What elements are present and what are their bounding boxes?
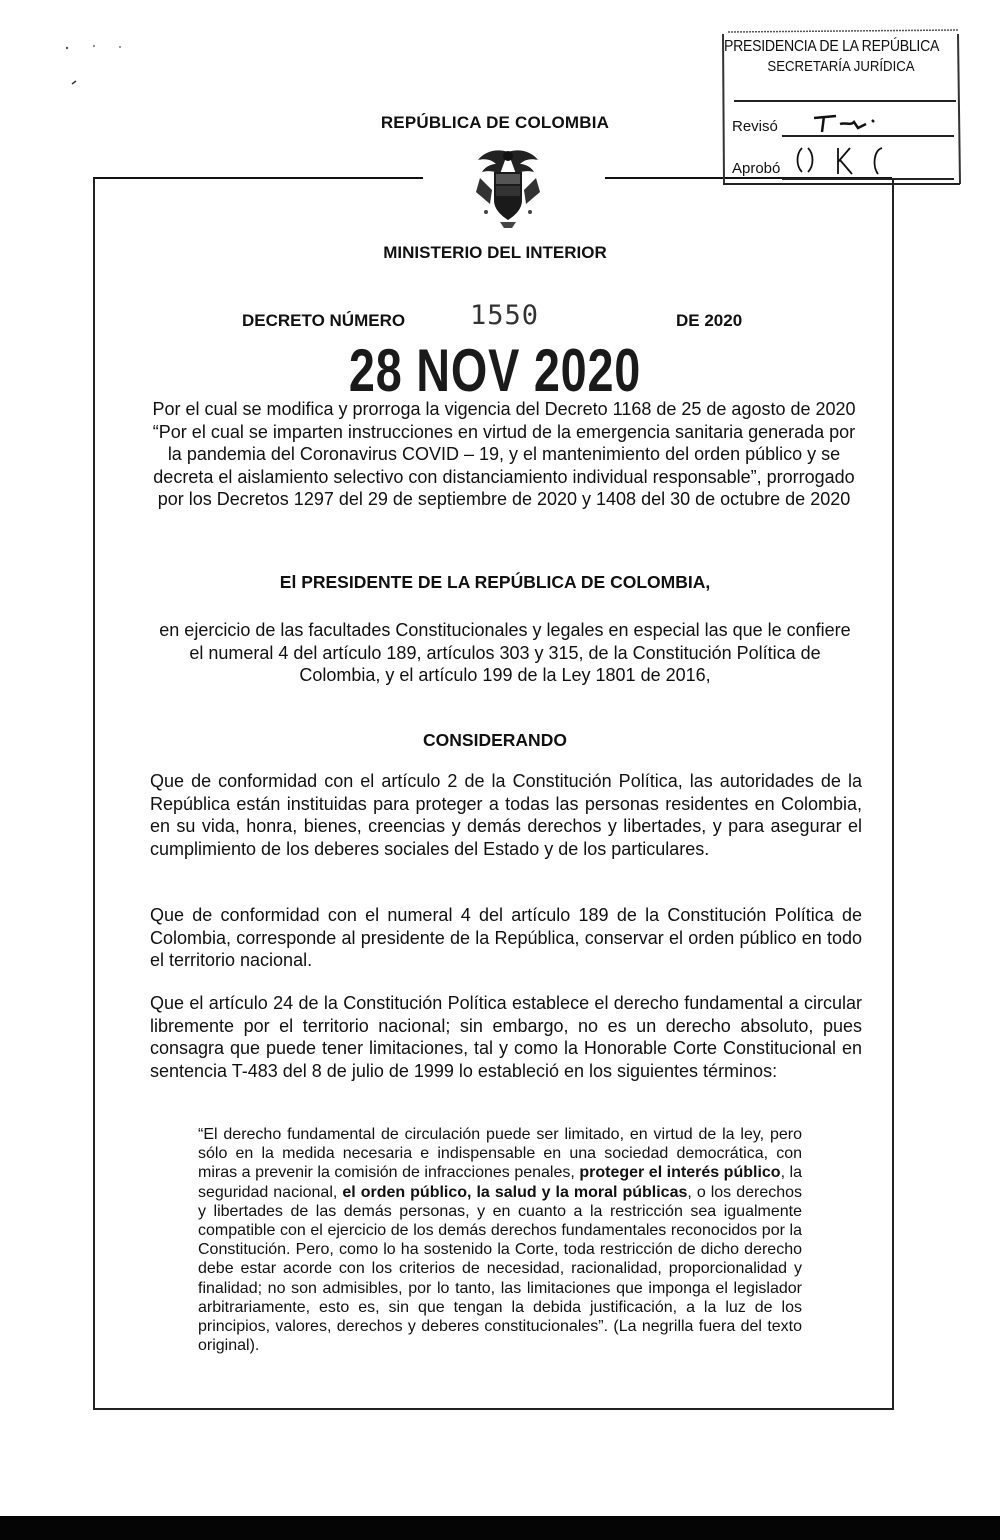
approval-stamp	[720, 28, 962, 188]
stamp-subtitle: SECRETARÍA JURÍDICA	[767, 58, 915, 75]
decree-number-label: DECRETO NÚMERO	[242, 311, 406, 330]
scan-bottom-edge	[0, 1516, 1000, 1540]
reviewer-initials-signature	[810, 112, 890, 136]
approver-initials-signature	[794, 140, 904, 180]
country-heading: REPÚBLICA DE COLOMBIA	[380, 113, 610, 132]
decree-year: DE 2020	[676, 311, 743, 330]
stamp-title: PRESIDENCIA DE LA REPÚBLICA	[724, 38, 940, 55]
reviewed-label: Revisó	[732, 118, 778, 135]
stamp-rule	[734, 100, 956, 102]
considering-paragraph: Que de conformidad con el numeral 4 del artículo 189 de la Constitución Política de Colombia, corresponde al presidente de la República, conservar el orden público en todo el territorio nacional.	[150, 905, 862, 970]
quote-text: , la seguridad nacional,	[198, 1164, 802, 1201]
president-heading: El PRESIDENTE DE LA REPÚBLICA DE COLOMBIA,	[279, 572, 711, 592]
quote-text: , o los derechos y libertades de las demás personas, y en cuanto a la restricción sea igualmente compatible con el ejercicio de los demás derechos fundamentales reconocidos por la Constitución. Pero, como lo ha sostenido la Corte, toda restricción de dicho derecho debe estar acorde con los criterios de necesidad, racionalidad, proporcionalidad y finalidad; no son admisibles, por lo tanto, las limitaciones que imponga el legislador arbitrariamente, esto es, sin que tengan la debida justificación, a la luz de los principios, valores, derechos y deberes constitucionales”. (La negrilla fuera del texto original).	[198, 1183, 803, 1355]
quote-text: “El derecho fundamental de circulación puede ser limitado, en virtud de la ley, pero sólo en la medida necesaria e indispensable en una sociedad democrática, con miras a prevenir la comisión de infracciones penales,	[198, 1126, 802, 1182]
quote-bold-text: el orden público, la salud y la moral públicas	[342, 1183, 688, 1201]
decree-number: 1550	[470, 300, 540, 331]
quote-bold-text: proteger el interés público	[579, 1164, 781, 1182]
ministry-heading: MINISTERIO DEL INTERIOR	[383, 243, 607, 262]
court-quote	[198, 1125, 802, 1355]
considering-paragraph: Que el artículo 24 de la Constitución Política establece el derecho fundamental a circular libremente por el territorio nacional; sin embargo, no es un derecho absoluto, pues consagra que puede tener limitaciones, tal y como la Honorable Corte Constitucional en sentencia T-483 del 8 de julio de 1999 lo estableció en los siguientes términos:	[150, 993, 862, 1081]
approved-label: Aprobó	[732, 160, 781, 177]
decree-summary: Por el cual se modifica y prorroga la vigencia del Decreto 1168 de 25 de agosto de 2020 “Por el cual se imparten instrucciones en virtud de la emergencia sanitaria generada por la pandemia del Coronavirus COVID – 19, y el mantenimiento del orden público y se decreta el aislamiento selectivo con distanciamiento individual responsable”, prorrogado por los Decretos 1297 del 29 de septiembre de 2020 y 1408 del 30 de octubre de 2020	[152, 399, 856, 509]
powers-paragraph: en ejercicio de las facultades Constitucionales y legales en especial las que le confiere el numeral 4 del artículo 189, artículos 303 y 315, de la Constitución Política de Colombia, y el artículo 199 de la Ley 1801 de 2016,	[159, 620, 851, 685]
decree-date: 28 NOV 2020	[348, 337, 642, 404]
coat-of-arms-icon	[460, 142, 556, 232]
considering-paragraph: Que de conformidad con el artículo 2 de la Constitución Política, las autoridades de la República están instituidas para proteger a todas las personas residentes en Colombia, en su vida, honra, bienes, creencias y demás derechos y libertades, y para asegurar el cumplimiento de los deberes sociales del Estado y de los particulares.	[150, 771, 862, 859]
considering-heading: CONSIDERANDO	[423, 730, 567, 750]
scan-artifact	[64, 40, 134, 100]
